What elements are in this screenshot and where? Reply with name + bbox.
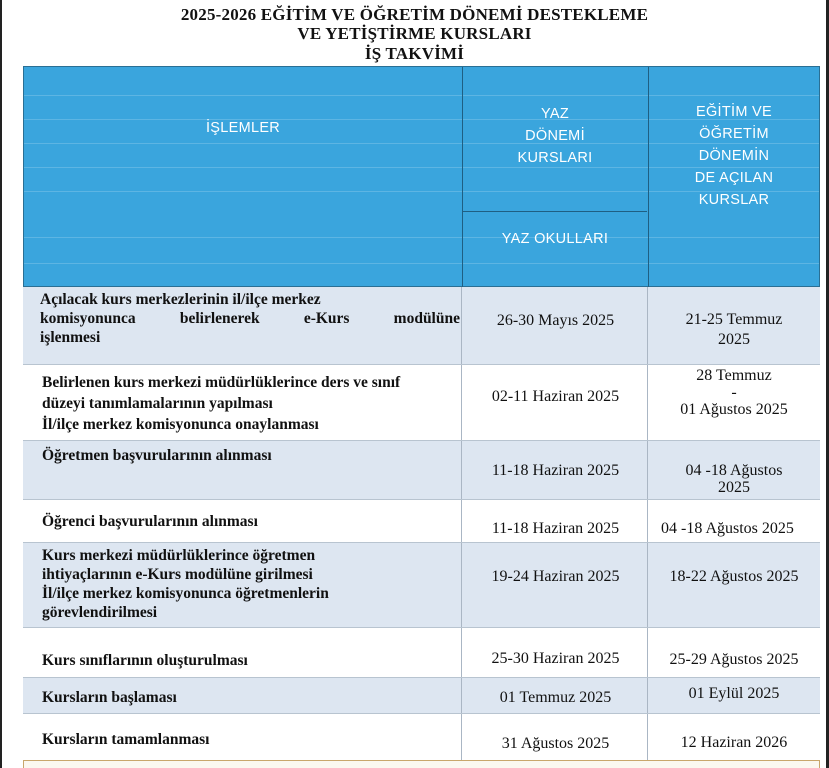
column-divider (461, 628, 462, 677)
term-date-line: 01 Ağustos 2025 (680, 401, 788, 418)
operation-line: görevlendirilmesi (42, 604, 158, 621)
term-date: 01 Eylül 2025 (688, 685, 780, 702)
table-header (23, 66, 820, 287)
operation-line: Açılacak kurs merkezlerinin il/ilçe merkez (40, 291, 321, 308)
header-summer-split (462, 211, 647, 212)
column-divider (461, 365, 462, 440)
column-divider (461, 678, 462, 713)
table-row (23, 500, 820, 543)
term-date (648, 310, 820, 350)
operation-cell (42, 546, 460, 622)
column-divider (461, 543, 462, 627)
summer-date: 26-30 Mayıs 2025 (496, 312, 615, 329)
term-date-line: 2025 (718, 479, 750, 496)
header-summer-courses (462, 103, 648, 169)
summer-date: 25-30 Haziran 2025 (491, 650, 620, 667)
operation-cell: Kursların başlaması (42, 689, 177, 706)
header-islemler: İŞLEMLER (205, 120, 281, 136)
column-divider (461, 714, 462, 760)
header-stripe (24, 263, 819, 264)
term-date: 12 Haziran 2026 (680, 734, 788, 751)
table-row (23, 714, 820, 760)
operation-cell (42, 372, 460, 435)
document-title-line-3: İŞ TAKVİMİ (364, 44, 465, 63)
term-date: 25-29 Ağustos 2025 (669, 651, 799, 668)
term-date: 04 -18 Ağustos 2025 (661, 520, 794, 537)
operation-cell (40, 290, 460, 347)
summer-date: 02-11 Haziran 2025 (491, 388, 620, 405)
summer-date: 19-24 Haziran 2025 (491, 568, 620, 585)
term-date (648, 366, 820, 420)
operation-cell: Kurs sınıflarının oluşturulması (42, 652, 248, 669)
operation-word: e-Kurs (303, 310, 350, 327)
document-title-line-2: VE YETİŞTİRME KURSLARI (297, 24, 532, 43)
header-term-line: ÖĞRETİM (699, 126, 769, 142)
term-date (648, 461, 820, 495)
operation-line: ihtiyaçlarının e-Kurs modülüne girilmesi (42, 566, 313, 583)
table-row (23, 365, 820, 441)
header-stripe (24, 95, 819, 96)
term-date-line: 28 Temmuz (696, 367, 772, 384)
next-section-box (23, 760, 820, 768)
column-divider (461, 287, 462, 364)
operation-line: Kurs merkezi müdürlüklerince öğretmen (42, 547, 316, 564)
term-date-line: 21-25 Temmuz (685, 311, 783, 328)
summer-date: 11-18 Haziran 2025 (491, 520, 620, 537)
header-term-line: EĞİTİM VE (695, 104, 772, 120)
header-summer-schools: YAZ OKULLARI (501, 231, 609, 247)
summer-date: 11-18 Haziran 2025 (491, 462, 620, 479)
table-row (23, 287, 820, 365)
page-left-border (0, 0, 2, 768)
term-date-line: - (731, 384, 737, 401)
header-term-line: DE AÇILAN (694, 170, 774, 186)
summer-date: 01 Temmuz 2025 (499, 689, 612, 706)
column-divider (461, 441, 462, 499)
operation-word: belirlenerek (179, 310, 260, 327)
header-term-courses (648, 101, 820, 211)
header-divider (462, 67, 463, 288)
operation-line: İl/ilçe merkez komisyonunca öğretmenlerin (42, 585, 329, 602)
table-row (23, 678, 820, 714)
operation-cell: Kursların tamamlanması (42, 731, 210, 748)
operation-line: İl/ilçe merkez komisyonunca onaylanması (42, 416, 319, 433)
operation-cell: Öğrenci başvurularının alınması (42, 513, 258, 530)
header-term-line: KURSLAR (698, 192, 770, 208)
operation-line: Belirlenen kurs merkezi müdürlüklerince ders ve sınıf (42, 374, 401, 391)
table-row (23, 543, 820, 628)
table-row (23, 441, 820, 500)
header-summer-line: DÖNEMİ (525, 128, 585, 144)
operation-word: modülüne (393, 310, 460, 327)
header-term-line: DÖNEMİN (698, 148, 770, 164)
operation-line: düzeyi tanımlamalarının yapılması (42, 395, 273, 412)
document-title-line-1: 2025-2026 EĞİTİM VE ÖĞRETİM DÖNEMİ DESTEKLEME (180, 5, 649, 24)
term-date-line: 04 -18 Ağustos (685, 462, 783, 479)
header-summer-line: YAZ (540, 106, 570, 122)
operation-word: komisyonunca (40, 310, 136, 327)
header-summer-line: KURSLARI (517, 150, 593, 166)
operation-line: işlenmesi (40, 329, 101, 346)
summer-date: 31 Ağustos 2025 (501, 735, 610, 752)
operation-line-justified (40, 309, 460, 328)
term-date-line: 2025 (718, 331, 750, 348)
term-date: 18-22 Ağustos 2025 (669, 568, 799, 585)
table-row (23, 628, 820, 678)
header-stripe (24, 237, 819, 238)
operation-cell: Öğretmen başvurularının alınması (42, 447, 272, 464)
column-divider (461, 500, 462, 542)
